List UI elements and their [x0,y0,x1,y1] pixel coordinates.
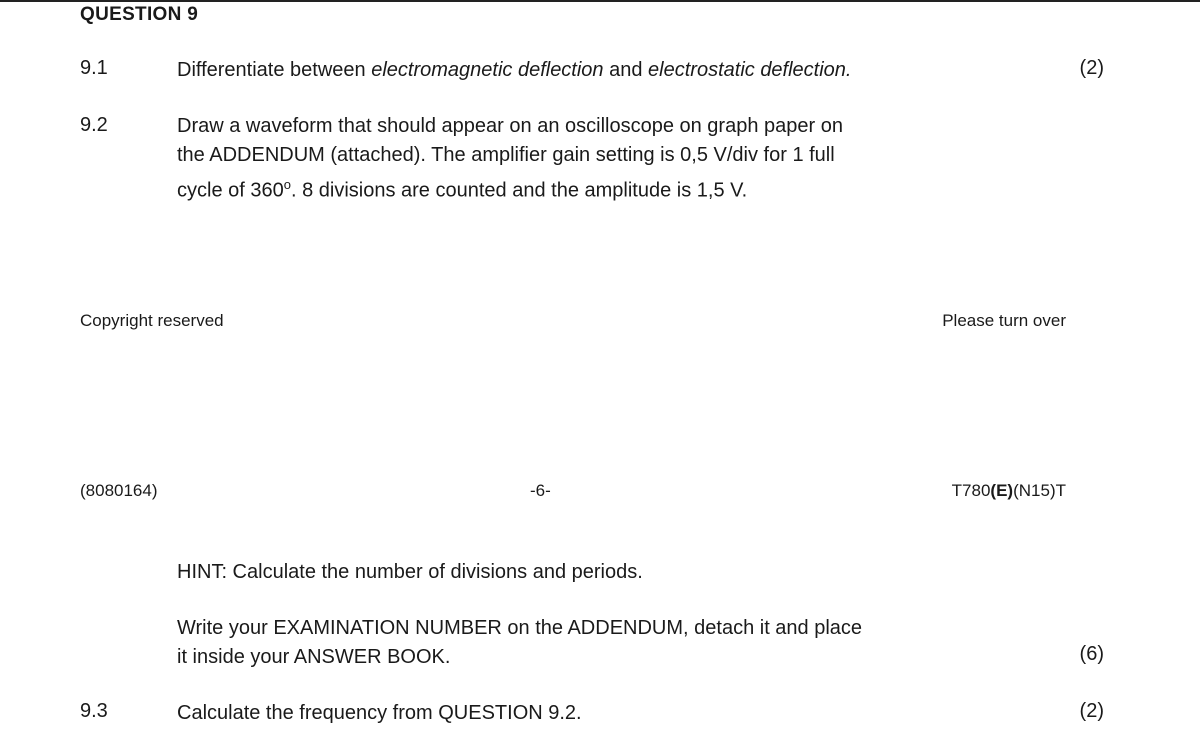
instruction-text [177,614,862,672]
instruction-line1: Write your EXAMINATION NUMBER on the ADDENDUM, detach it and place [177,617,863,639]
instruction-line2: it inside your ANSWER BOOK. [177,646,451,668]
paper-code: (8080164) [80,481,158,500]
exam-code-part: (N15)T [1013,481,1066,500]
question-number-9-2: 9.2 [80,114,108,136]
question-heading: QUESTION 9 [80,4,199,25]
question-number-9-3: 9.3 [80,700,108,722]
footer-turn-over: Please turn over [942,311,1066,330]
marks-9-2: (6) [1079,643,1104,665]
question-text-9-2-line3-part: . 8 divisions are counted and the amplitude is 1,5 V. [290,179,748,202]
term-electrostatic-deflection: electrostatic deflection. [648,59,852,81]
hint-text: HINT: Calculate the number of divisions and periods. [177,561,643,583]
question-number-9-1: 9.1 [80,57,108,79]
exam-code [952,481,1066,501]
question-text-9-2-line3-part: cycle of 360 [177,179,284,202]
marks-9-3: (2) [1079,700,1104,722]
question-text-9-2-line1: Draw a waveform that should appear on an oscilloscope on graph paper on [177,115,843,137]
term-electromagnetic-deflection: electromagnetic deflection [371,59,604,81]
top-rule [0,0,1200,2]
question-text-9-1-part: and [603,59,649,81]
footer-copyright: Copyright reserved [80,311,224,330]
question-text-9-3: Calculate the frequency from QUESTION 9.2. [177,702,582,724]
question-text-9-1-part: Differentiate between [177,59,372,81]
exam-code-part: T780 [951,481,991,500]
question-text-9-2 [177,112,1013,206]
question-text-9-1 [177,56,851,85]
degree-symbol: o [283,177,291,192]
question-text-9-2-line3 [177,170,1013,206]
marks-9-1: (2) [1079,57,1104,79]
page-number: -6- [530,481,551,500]
exam-code-part: (E) [990,481,1014,500]
question-text-9-2-line2: the ADDENDUM (attached). The amplifier gain setting is 0,5 V/div for 1 full [177,144,835,166]
